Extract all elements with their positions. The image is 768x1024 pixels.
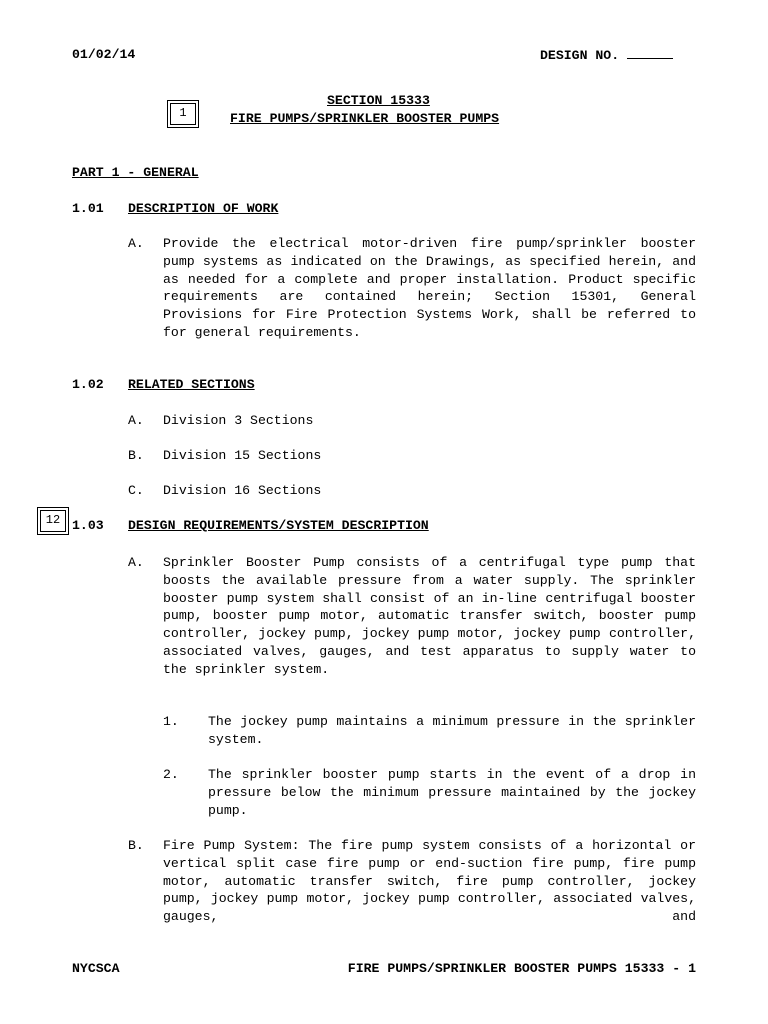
article-number: 1.02 xyxy=(72,377,104,392)
list-item-label: A. xyxy=(128,413,144,428)
paragraph-label: B. xyxy=(128,838,144,853)
article-heading: DESCRIPTION OF WORK xyxy=(128,201,279,216)
footer-org: NYCSCA xyxy=(72,961,120,976)
article-number: 1.03 xyxy=(72,518,104,533)
design-no-label: DESIGN NO. xyxy=(540,48,620,63)
list-item-text: Division 16 Sections xyxy=(163,483,322,498)
header-date: 01/02/14 xyxy=(72,47,136,62)
list-item-text: Division 3 Sections xyxy=(163,413,314,428)
paragraph-text: Provide the electrical motor-driven fire pump/sprinkler booster pump systems as indicated on the Drawings, as specified herein, and as needed for a complete and proper installation. Product specific requirements are contained herein; Section 15301, General Provisions for Fire Protection Systems Work, shall be referred to for general requirements. xyxy=(163,236,696,340)
paragraph-label: A. xyxy=(128,555,144,570)
paragraph-text: Sprinkler Booster Pump consists of a centrifugal type pump that boosts the available pressure from a water supply. The sprinkler booster pump system shall consist of an in-line centrifugal booster pump, booster pump motor, automatic transfer switch, booster pump controller, jockey pump, jockey pump motor, jockey pump controller, associated valves, gauges, and test apparatus to supply water to the sprinkler system. xyxy=(163,555,696,677)
list-item-label: B. xyxy=(128,448,144,463)
revision-box-number: 12 xyxy=(40,510,66,532)
list-item-label: C. xyxy=(128,483,144,498)
section-title: FIRE PUMPS/SPRINKLER BOOSTER PUMPS xyxy=(230,111,500,126)
part-heading: PART 1 - GENERAL xyxy=(72,165,199,180)
section-number: SECTION 15333 xyxy=(327,93,430,108)
subparagraph-text: The jockey pump maintains a minimum pressure in the sprinkler system. xyxy=(208,714,696,747)
list-item-text: Division 15 Sections xyxy=(163,448,322,463)
article-heading: DESIGN REQUIREMENTS/SYSTEM DESCRIPTION xyxy=(128,518,429,533)
subparagraph-label: 2. xyxy=(163,767,179,782)
revision-box-number: 1 xyxy=(170,103,196,125)
subparagraph-text: The sprinkler booster pump starts in the event of a drop in pressure below the minimum pressure maintained by the jockey pump. xyxy=(208,767,696,818)
footer-page-info: FIRE PUMPS/SPRINKLER BOOSTER PUMPS 15333 - 1 xyxy=(347,961,696,976)
design-no-blank xyxy=(627,46,673,59)
subparagraph-label: 1. xyxy=(163,714,179,729)
article-number: 1.01 xyxy=(72,201,104,216)
revision-box xyxy=(167,100,199,128)
article-heading: RELATED SECTIONS xyxy=(128,377,255,392)
revision-box xyxy=(37,507,69,535)
paragraph-text: Fire Pump System: The fire pump system consists of a horizontal or vertical split case fire pump or end-suction fire pump, fire pump motor, automatic transfer switch, fire pump controller, jockey pump, jockey pump motor, jockey pump controller, associated valves, gauges, and xyxy=(163,838,696,925)
paragraph-label: A. xyxy=(128,236,144,251)
design-no xyxy=(540,46,673,65)
